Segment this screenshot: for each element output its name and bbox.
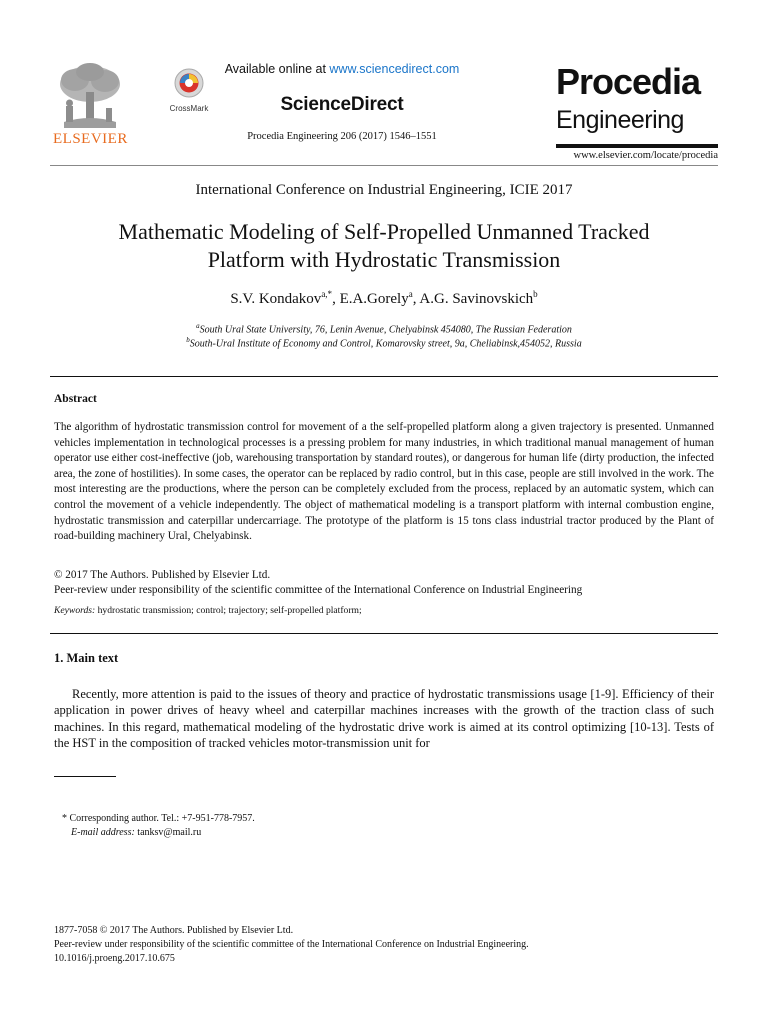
available-prefix: Available online at	[224, 62, 330, 76]
affil-text: South Ural State University, 76, Lenin Avenue, Chelyabinsk 454080, The Russian Federation	[199, 324, 572, 336]
author-name: A.G. Savinovskich	[419, 291, 534, 307]
affiliation-b	[50, 336, 718, 349]
bottom-peer-review: Peer-review under responsibility of the scientific committee of the International Conference on Industrial Engineering.	[54, 939, 529, 950]
conference-name: International Conference on Industrial Engineering, ICIE 2017	[195, 182, 573, 198]
abstract-heading: Abstract	[54, 393, 97, 405]
sciencedirect-wordmark: ScienceDirect	[280, 94, 404, 115]
footnote	[62, 812, 255, 840]
available-online-line	[200, 62, 484, 76]
paper-title	[50, 218, 718, 274]
affiliation-a	[50, 322, 718, 335]
footnote-divider	[54, 776, 116, 777]
title-line-1: Mathematic Modeling of Self-Propelled Unmanned Tracked	[118, 219, 650, 244]
issn-line: 1877-7058 © 2017 The Authors. Published by Elsevier Ltd.	[54, 925, 294, 936]
journal-reference: Procedia Engineering 206 (2017) 1546–1551	[247, 131, 437, 142]
keywords-list: hydrostatic transmission; control; trajectory; self-propelled platform;	[95, 605, 362, 616]
sciencedirect-link[interactable]: www.sciencedirect.com	[329, 62, 460, 76]
keywords	[54, 605, 714, 616]
peer-review-line: Peer-review under responsibility of the scientific committee of the International Conference on Industrial Engineering	[54, 584, 583, 596]
abstract-copyright	[54, 568, 714, 598]
email-line	[62, 826, 255, 840]
journal-subtitle: Engineering	[556, 106, 684, 134]
title-line-2: Platform with Hydrostatic Transmission	[207, 247, 561, 272]
author-affil-mark: a,*	[321, 289, 333, 299]
author-name: E.A.Gorely	[339, 291, 409, 307]
keywords-label: Keywords:	[54, 605, 96, 616]
abstract-body: The algorithm of hydrostatic transmission control for movement of a the self-propelled platform along a given trajectory is presented. Unmanned vehicles implementation in technological processes is a pressing problem for many industries, in which traditional manual management of human operator use either cost-ineffective (job, warehousing transportation by standard routes), or dangerous for human life (dirty production, the infected area, the zone of hostilities). In some cases, the operator can be replaced by radio control, but in this case, people are still involved in the work. The most interesting are the productions, where the person can be completely excluded from the process, replaced by an automatic system, which can control the movement of a vehicle independently. The object of mathematical modeling is a transport platform with internal combustion engine, hydrostatic transmission and caterpillar undercarriage. The prototype of the platform is 15 tons class industrial tractor produced by the Plant of road-building machinery Ural, Chelyabinsk.	[54, 421, 714, 543]
affil-mark: b	[186, 336, 190, 344]
crossmark-label: CrossMark	[169, 104, 209, 113]
author-affil-mark: a	[408, 289, 413, 299]
section-body: Recently, more attention is paid to the issues of theory and practice of hydrostatic transmissions usage [1-9]. Efficiency of their application in power drives of heavy wheel and caterpillar machines increases with the growth of the traction class of such machines. In this regard, mathematical modeling of the hydrostatic drive work is aimed at its control optimizing [10-13]. Tests of the HST in the composition of tracked vehicles motor-transmission unit for	[54, 687, 714, 751]
affil-mark: a	[196, 322, 200, 330]
abstract-bottom-rule	[50, 633, 718, 634]
author-list: S.V. Kondakov$^{a,*}$, E.A.Gorely$^a$, A.G. Savinovskich$^b$	[230, 289, 538, 307]
publisher-name: ELSEVIER	[53, 131, 128, 147]
section-heading: 1. Main text	[54, 651, 119, 665]
doi[interactable]: 10.1016/j.proeng.2017.10.675	[54, 953, 175, 964]
author-name: S.V. Kondakov	[230, 291, 322, 307]
abstract-top-rule	[50, 376, 718, 377]
corresponding-author: * Corresponding author. Tel.: +7-951-778-7957.	[62, 813, 255, 824]
copyright-line: © 2017 The Authors. Published by Elsevier Ltd.	[54, 569, 271, 581]
affil-text: South-Ural Institute of Economy and Control, Komarovsky street, 9a, Cheliabinsk,454052, Russia	[189, 338, 582, 350]
email-label: E-mail address:	[71, 827, 135, 838]
journal-title: Procedia	[556, 61, 701, 102]
procedia-logo	[556, 61, 718, 148]
author-affil-mark: b	[533, 289, 538, 299]
email-address[interactable]: tanksv@mail.ru	[134, 827, 202, 838]
header-divider	[50, 165, 718, 166]
bottom-matter	[54, 924, 529, 966]
journal-url[interactable]: www.elsevier.com/locate/procedia	[573, 150, 718, 161]
